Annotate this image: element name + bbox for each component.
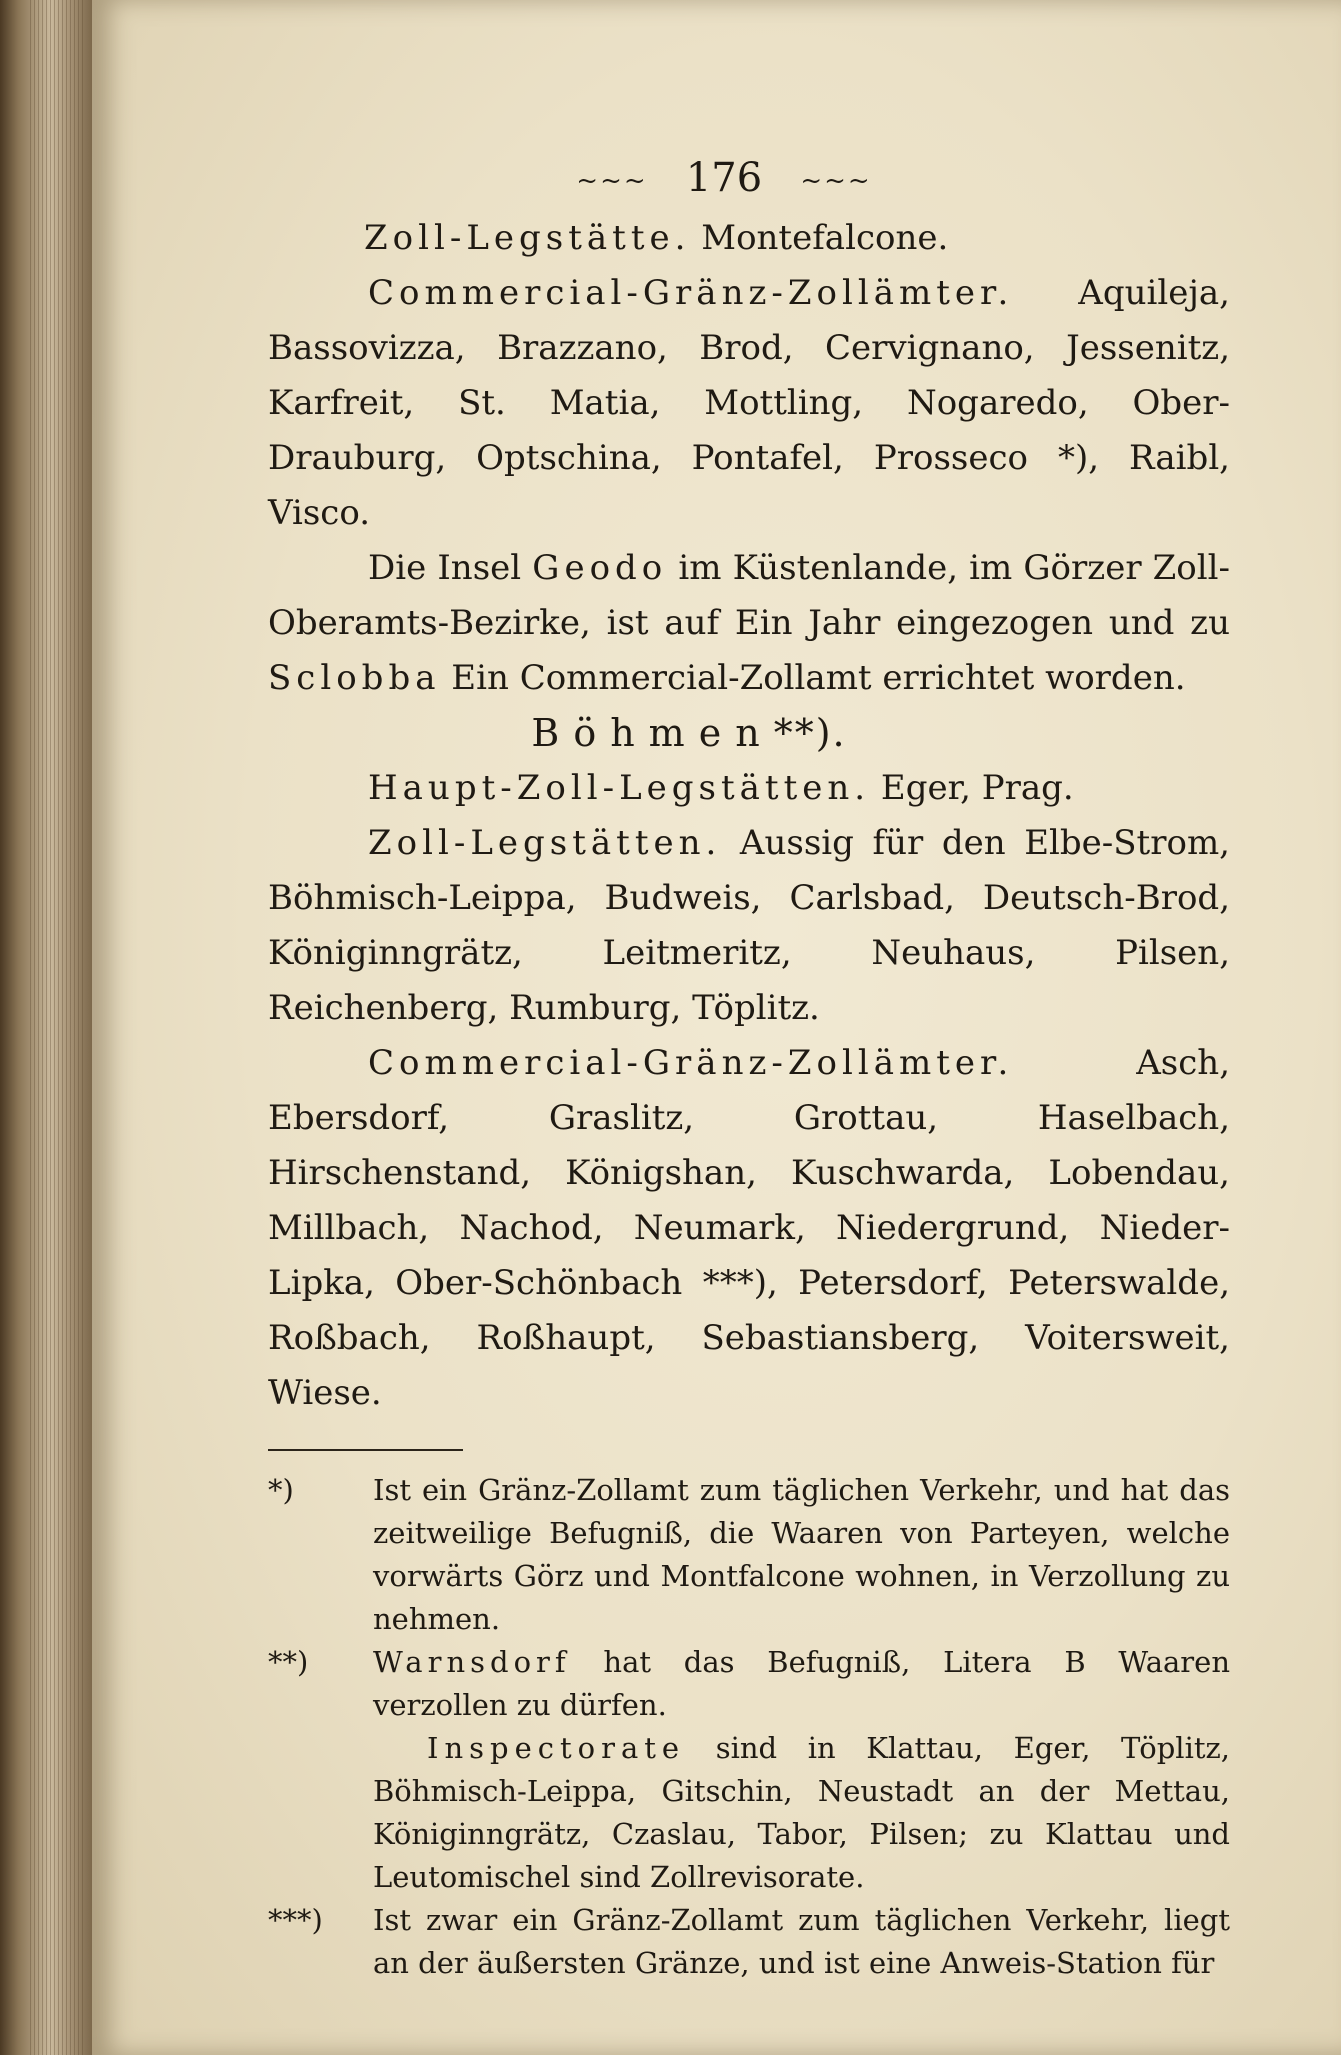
- paragraph-text: Asch, Ebersdorf, Graslitz, Grottau, Haselbach, Hirschenstand, Königshan, Kuschwarda, Lobendau, Millbach, Nachod, Neumark, Niedergrund, Nieder-Lipka, Ober-Schönbach ***), Petersdorf, Peterswalde, Roßbach, Roßhaupt, Sebastiansberg, Voitersweit, Wiese.: [268, 1043, 1230, 1413]
- place-name: Warnsdorf: [373, 1645, 571, 1679]
- footnotes: [268, 1469, 1230, 1985]
- paragraph-zoll-legstaetten: [268, 816, 1230, 1036]
- page-number: 176: [685, 155, 763, 201]
- footnote-mark: ***): [268, 1903, 323, 1937]
- footnote: [268, 1899, 1230, 1985]
- paragraph-text: Aquileja, Bassovizza, Brazzano, Brod, Cervignano, Jessenitz, Karfreit, St. Matia, Mottling, Nogaredo, Ober-Drauburg, Optschina, Pontafel, Prosseco *), Raibl, Visco.: [268, 273, 1230, 533]
- paragraph-text: Eger, Prag.: [880, 768, 1074, 808]
- place-name: Sclobba: [268, 658, 441, 698]
- section-footnote-mark: **).: [773, 711, 847, 755]
- paragraph-heading: Commercial-Gränz-Zollämter.: [368, 273, 1014, 313]
- paragraph-heading: Zoll-Legstätten.: [368, 823, 722, 863]
- paragraph-text: Aussig für den Elbe-Strom, Böhmisch-Leippa, Budweis, Carlsbad, Deutsch-Brod, Königinngrätz, Leitmeritz, Neuhaus, Pilsen, Reichenberg, Rumburg, Töplitz.: [268, 823, 1230, 1028]
- footnote-text: Ist ein Gränz-Zollamt zum täglichen Verkehr, und hat das zeitweilige Befugniß, die Waaren von Parteyen, welche vorwärts Görz und Montfalcone wohnen, in Verzollung zu nehmen.: [373, 1473, 1230, 1636]
- footnote: [268, 1469, 1230, 1641]
- book-page-edge: [0, 0, 92, 2055]
- paragraph-heading: Haupt-Zoll-Legstätten.: [368, 768, 871, 808]
- section-title: [268, 706, 1230, 761]
- footnote-text: hat das Befugniß, Litera B Waaren verzollen zu dürfen.: [373, 1645, 1230, 1722]
- footnote-text: sind in Klattau, Eger, Töplitz, Böhmisch-Leippa, Gitschin, Neustadt an der Mettau, Königinngrätz, Czaslau, Tabor, Pilsen; zu Klattau und Leutomischel sind Zollrevisorate.: [373, 1731, 1231, 1894]
- paragraph-heading: Zoll-Legstätte.: [364, 218, 691, 258]
- section-title-text: Böhmen: [531, 711, 774, 755]
- footnote-text: Ist zwar ein Gränz-Zollamt zum täglichen Verkehr, liegt an der äußersten Gränze, und ist eine Anweis-Station für: [373, 1903, 1230, 1980]
- footnote: [268, 1641, 1230, 1727]
- paragraph-text: Die Insel: [368, 548, 522, 588]
- footnote-mark: *): [268, 1473, 294, 1507]
- footnote-divider: [268, 1449, 463, 1451]
- paragraph-text: im Küstenlande, im Görzer Zoll-Oberamts-Bezirke, ist auf Ein Jahr eingezogen und zu: [268, 548, 1231, 643]
- paragraph-heading: Commercial-Gränz-Zollämter.: [368, 1043, 1014, 1083]
- paragraph-commercial-zollaemter-1: [268, 266, 1230, 541]
- footnote-mark: **): [268, 1645, 309, 1679]
- footnote-heading: Inspectorate: [427, 1731, 686, 1765]
- paragraph-text: Montefalcone.: [701, 218, 949, 258]
- footnote-continuation: [268, 1727, 1230, 1899]
- paragraph-commercial-zollaemter-2: [268, 1036, 1230, 1421]
- page-content: [268, 148, 1230, 1985]
- paragraph-text: Ein Commercial-Zollamt errichtet worden.: [451, 658, 1186, 698]
- header-ornament-right: ~~~: [800, 166, 872, 196]
- header-ornament-left: ~~~: [576, 166, 648, 196]
- paragraph-zoll-legstaette: [268, 211, 1230, 266]
- paragraph-haupt-zoll-legstaetten: [268, 761, 1230, 816]
- place-name: Geodo: [532, 548, 668, 588]
- page-header: [268, 148, 1230, 211]
- paragraph-insel-geodo: [268, 541, 1230, 706]
